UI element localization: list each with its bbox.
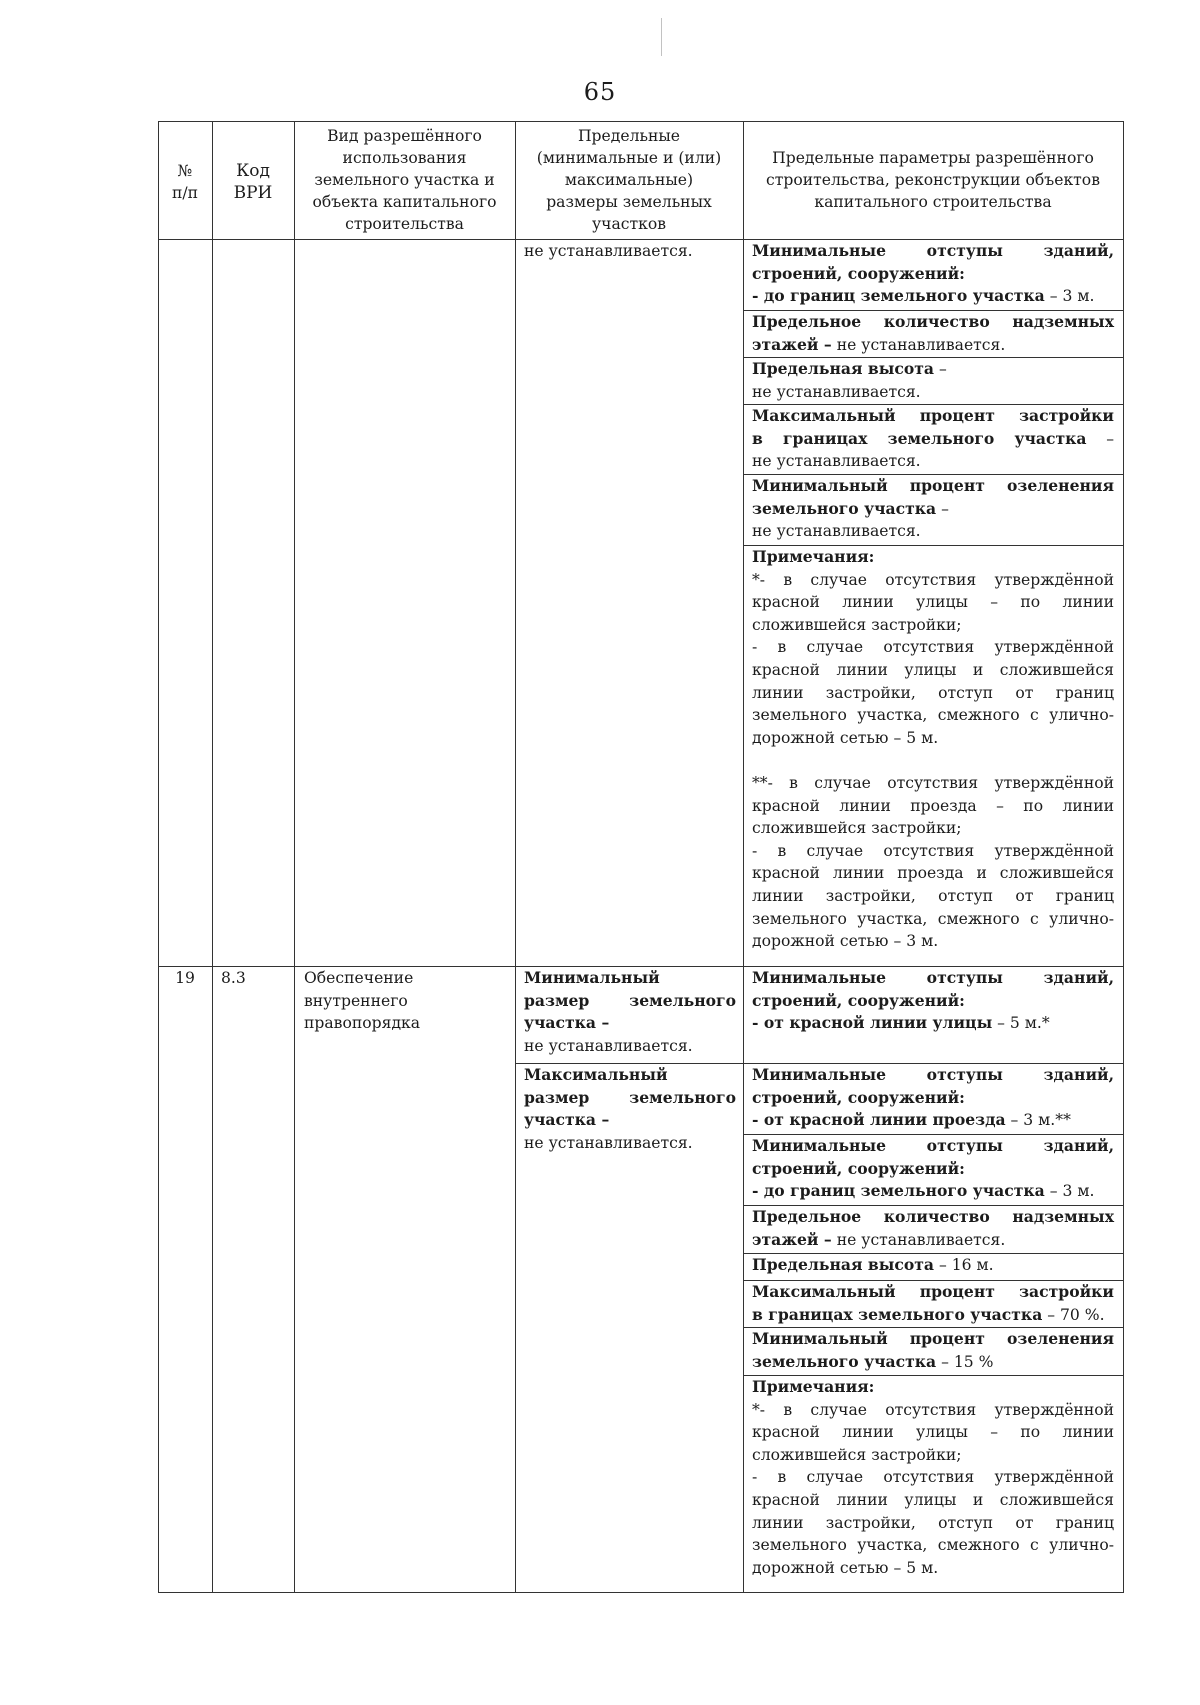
notes-row19 — [752, 1376, 1114, 1579]
param-line: строений, сооружений: — [752, 263, 965, 283]
size-line: размер земельного — [524, 1087, 736, 1107]
kind-line: правопорядка — [304, 1014, 421, 1033]
param-value: не устанавливается. — [831, 335, 1006, 354]
param-line: Минимальные отступы зданий, — [752, 968, 1114, 987]
param-setbacks — [752, 240, 1114, 308]
note-line: дорожной сетью – 3 м. — [752, 932, 939, 951]
param-max-coverage — [752, 405, 1114, 473]
param-height — [752, 1254, 1114, 1277]
row-kind — [304, 967, 509, 1035]
table-bottom-border — [158, 1592, 1123, 1593]
param-value: не устанавливается. — [752, 452, 921, 471]
param-line: Предельная высота — [752, 359, 935, 378]
column-border — [1123, 121, 1124, 1593]
param-value: не устанавливается. — [831, 1230, 1006, 1249]
param-line: этажей – — [752, 334, 832, 354]
note-line: дорожной сетью – 5 м. — [752, 728, 939, 747]
column-border — [515, 121, 516, 1593]
min-size — [524, 967, 736, 1057]
size-line: участка – — [524, 1110, 610, 1130]
note-line: **- в случае отсутствия утверждённой — [752, 773, 1114, 792]
note-line: *- в случае отсутствия утверждённой — [752, 1400, 1114, 1419]
param-line: - от красной линии проезда — [752, 1110, 1006, 1130]
continued-sizes-text: не устанавливается. — [524, 242, 693, 260]
kind-line: Обеспечение — [304, 969, 414, 987]
param-line: Минимальные отступы зданий, — [752, 1065, 1114, 1084]
column-border — [212, 121, 213, 1593]
row-number: 19 — [175, 969, 195, 987]
note-line: линии застройки, отступ от границ — [752, 683, 1114, 702]
param-line: Минимальные отступы зданий, — [752, 241, 1114, 260]
note-line: линии застройки, отступ от границ — [752, 1513, 1114, 1532]
note-line: сложившейся застройки; — [752, 819, 962, 838]
param-value: – — [936, 499, 949, 518]
param-value: – 3 м. — [1044, 1182, 1095, 1201]
param-setback-driveway — [752, 1064, 1114, 1132]
param-value: – 16 м. — [934, 1256, 994, 1274]
note-line: - в случае отсутствия утверждённой — [752, 1468, 1114, 1487]
param-line: в границах земельного участка — [752, 1304, 1043, 1324]
param-line: в границах земельного участка — [752, 428, 1087, 448]
param-line: строений, сооружений: — [752, 1087, 965, 1107]
header-text: использования — [342, 149, 467, 167]
header-text: максимальные) — [564, 171, 694, 189]
notes-continued — [752, 546, 1114, 953]
param-line: Максимальный процент застройки — [752, 1282, 1114, 1301]
param-line: Минимальный процент озеленения — [752, 1329, 1114, 1348]
param-value: – — [934, 360, 947, 378]
column-border — [743, 121, 744, 1593]
param-height — [752, 358, 1114, 403]
header-text: размеры земельных — [546, 193, 712, 211]
param-value: – — [1086, 429, 1114, 448]
param-value: не устанавливается. — [752, 522, 921, 541]
param-value: – 15 % — [936, 1352, 994, 1371]
row-code: 8.3 — [221, 969, 246, 987]
param-value: – 5 м.* — [992, 1014, 1050, 1033]
param-min-greenery — [752, 1328, 1114, 1373]
note-line: красной линии улицы и сложившейся — [752, 1490, 1114, 1509]
param-value: – 3 м. — [1044, 287, 1095, 306]
param-line: - от красной линии улицы — [752, 1013, 993, 1033]
param-value: – 70 %. — [1042, 1305, 1105, 1324]
note-line: красной линии улицы – по линии — [752, 1423, 1114, 1442]
size-line: Максимальный — [524, 1065, 668, 1084]
column-border — [158, 121, 159, 1593]
header-text: строительства — [345, 215, 464, 233]
param-line: Минимальный процент озеленения — [752, 476, 1114, 495]
note-line: *- в случае отсутствия утверждённой — [752, 570, 1114, 589]
note-line: красной линии проезда и сложившейся — [752, 864, 1114, 883]
header-text: Вид разрешённого — [327, 127, 482, 145]
header-text: Код — [236, 161, 270, 181]
note-line: - в случае отсутствия утверждённой — [752, 638, 1114, 657]
param-min-greenery — [752, 475, 1114, 543]
param-line: Предельная высота — [752, 1255, 935, 1274]
note-line: красной линии улицы – по линии — [752, 593, 1114, 612]
size-line: размер земельного — [524, 990, 736, 1010]
param-floors — [752, 1206, 1114, 1251]
header-text: п/п — [171, 184, 199, 202]
param-value: не устанавливается. — [752, 382, 921, 401]
header-text: № — [177, 162, 193, 180]
header-text: земельного участка и — [314, 171, 495, 189]
note-line: дорожной сетью – 5 м. — [752, 1558, 939, 1577]
scan-artifact — [661, 18, 662, 56]
note-line: земельного участка, смежного с улично- — [752, 706, 1114, 725]
param-line: - до границ земельного участка — [752, 286, 1045, 306]
param-line: Предельное количество надземных — [752, 312, 1114, 331]
max-size — [524, 1064, 736, 1154]
header-text: Предельные параметры разрешённого — [772, 149, 1094, 167]
column-border — [294, 121, 295, 1593]
param-value: – 3 м.** — [1005, 1111, 1071, 1130]
param-line: земельного участка — [752, 1351, 937, 1371]
note-line: красной линии проезда – по линии — [752, 796, 1114, 815]
notes-title: Примечания: — [752, 547, 875, 566]
header-text: (минимальные и (или) — [536, 149, 722, 167]
note-line: земельного участка, смежного с улично- — [752, 909, 1114, 928]
note-spacer — [752, 749, 1114, 772]
param-line: Предельное количество надземных — [752, 1207, 1114, 1226]
size-value: не устанавливается. — [524, 1133, 693, 1152]
param-floors — [752, 311, 1114, 356]
note-line: - в случае отсутствия утверждённой — [752, 841, 1114, 860]
param-line: строений, сооружений: — [752, 1158, 965, 1178]
size-line: Минимальный — [524, 968, 660, 987]
param-max-coverage — [752, 1281, 1114, 1326]
header-sizes — [515, 125, 743, 235]
param-line: строений, сооружений: — [752, 990, 965, 1010]
header-code — [212, 160, 294, 204]
header-text: Предельные — [577, 127, 681, 145]
table-top-border — [158, 121, 1123, 122]
header-text: капитального строительства — [814, 193, 1052, 211]
header-text: строительства, реконструкции объектов — [766, 171, 1100, 189]
page-number: 65 — [583, 78, 617, 106]
size-line: участка – — [524, 1013, 610, 1033]
header-text: объекта капитального — [312, 193, 497, 211]
note-line: сложившейся застройки; — [752, 1445, 962, 1464]
header-text: участков — [591, 215, 667, 233]
param-line: Минимальные отступы зданий, — [752, 1136, 1114, 1155]
note-line: сложившейся застройки; — [752, 615, 962, 634]
param-setback-boundary — [752, 1135, 1114, 1203]
header-params — [743, 147, 1123, 213]
header-number — [158, 160, 212, 204]
note-line: линии застройки, отступ от границ — [752, 886, 1114, 905]
size-value: не устанавливается. — [524, 1036, 693, 1055]
param-line: Максимальный процент застройки — [752, 406, 1114, 425]
param-line: этажей – — [752, 1229, 832, 1249]
kind-line: внутреннего — [304, 991, 408, 1010]
note-line: земельного участка, смежного с улично- — [752, 1536, 1114, 1555]
param-line: - до границ земельного участка — [752, 1181, 1045, 1201]
notes-title: Примечания: — [752, 1377, 875, 1396]
param-setback-street — [752, 967, 1114, 1035]
header-text: ВРИ — [233, 183, 273, 203]
note-line: красной линии улицы и сложившейся — [752, 660, 1114, 679]
param-line: земельного участка — [752, 498, 937, 518]
header-kind — [294, 125, 515, 235]
